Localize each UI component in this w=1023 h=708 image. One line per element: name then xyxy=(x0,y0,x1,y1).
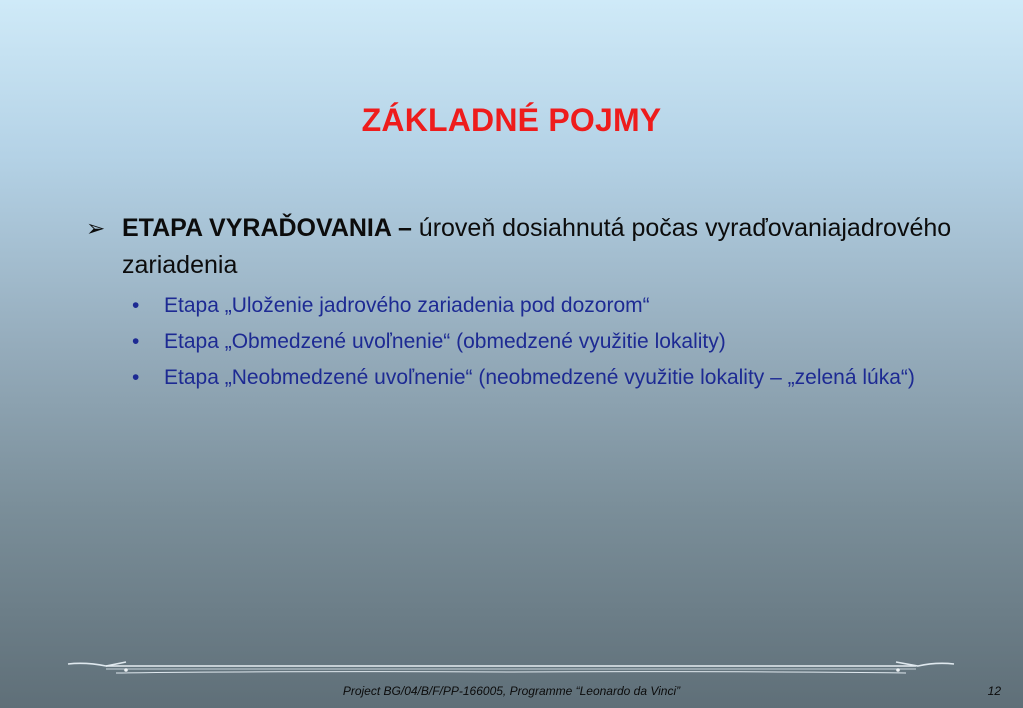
arrow-bullet-icon: ➢ xyxy=(86,215,106,241)
sub-bullet-text: Etapa „Neobmedzené uvoľnenie“ (neobmedzené využitie lokality – „zelená lúka“) xyxy=(164,366,915,389)
sub-bullet-item xyxy=(130,292,950,320)
sub-bullet-text: Etapa „Obmedzené uvoľnenie“ (obmedzené využitie lokality) xyxy=(164,330,726,353)
main-bullet-term: ETAPA VYRAĎOVANIA – xyxy=(122,214,412,242)
sub-bullet-text: Etapa „Uloženie jadrového zariadenia pod dozorom“ xyxy=(164,294,650,317)
sub-bullet-item xyxy=(130,328,950,356)
sub-bullet-item xyxy=(130,364,950,392)
dot-bullet-icon: • xyxy=(132,330,140,353)
main-bullet xyxy=(86,210,966,284)
dot-bullet-icon: • xyxy=(132,294,140,317)
page-number: 12 xyxy=(987,684,1001,698)
main-bullet-text xyxy=(122,210,966,284)
sub-bullet-list xyxy=(130,292,950,400)
footer-text: Project BG/04/B/F/PP-166005, Programme “Leonardo da Vinci” xyxy=(342,684,681,698)
decorative-divider xyxy=(66,656,956,680)
slide-title: ZÁKLADNÉ POJMY xyxy=(361,102,662,138)
dot-bullet-icon: • xyxy=(132,366,140,389)
main-bullet-description: úroveň dosiahnutá počas vyraďovaniajadrového zariadenia xyxy=(122,214,952,279)
